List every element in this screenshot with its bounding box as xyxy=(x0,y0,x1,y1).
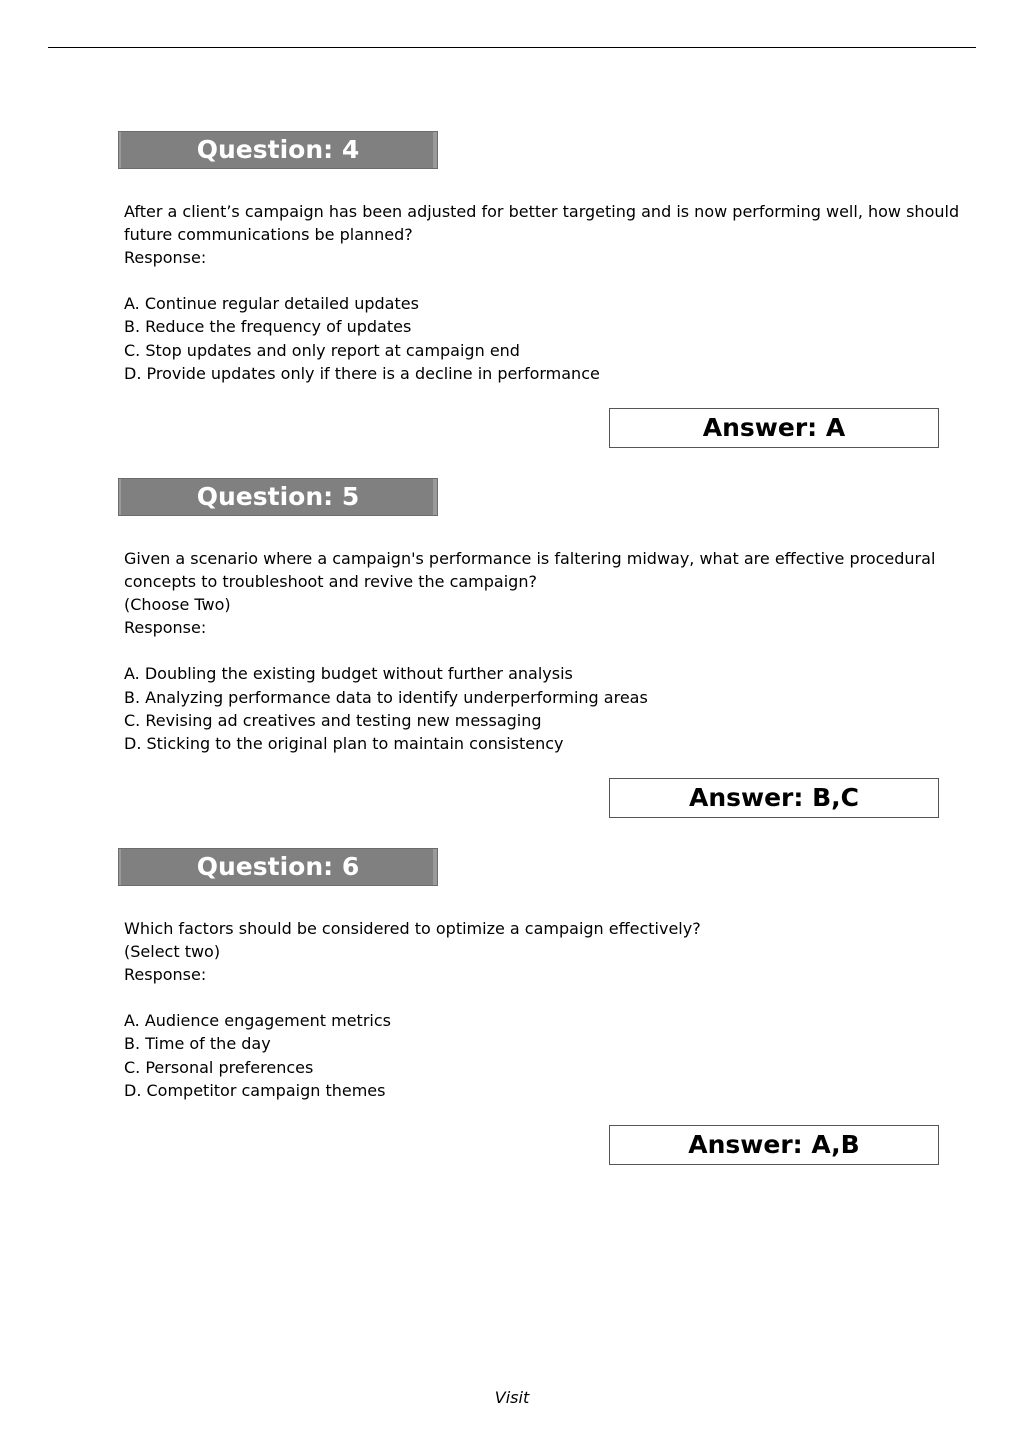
question-header xyxy=(118,478,438,516)
option-b: B. Analyzing performance data to identify underperforming areas xyxy=(124,687,648,707)
question-body xyxy=(124,917,944,1102)
option-b: B. Time of the day xyxy=(124,1034,271,1054)
question-title: Question: 6 xyxy=(196,852,360,881)
question-header xyxy=(118,848,438,886)
option-d: D. Competitor campaign themes xyxy=(124,1080,386,1100)
question-body xyxy=(124,547,944,755)
option-c: C. Stop updates and only report at campaign end xyxy=(124,340,520,360)
answer-text: Answer: A,B xyxy=(688,1130,860,1159)
option-a: A. Continue regular detailed updates xyxy=(124,294,419,314)
question-text-line: concepts to troubleshoot and revive the campaign? xyxy=(124,572,537,592)
question-text-line: (Select two) xyxy=(124,942,221,962)
option-a: A. Doubling the existing budget without further analysis xyxy=(124,664,573,684)
option-c: C. Revising ad creatives and testing new messaging xyxy=(124,710,542,730)
question-text-line: Given a scenario where a campaign's performance is faltering midway, what are effective procedural xyxy=(124,549,936,568)
answer-box xyxy=(609,778,939,818)
question-text-line: Which factors should be considered to optimize a campaign effectively? xyxy=(124,919,701,938)
answer-text: Answer: A xyxy=(702,413,846,442)
option-d: D. Provide updates only if there is a decline in performance xyxy=(124,363,600,383)
question-text-line: (Choose Two) xyxy=(124,595,231,615)
question-text-line: future communications be planned? xyxy=(124,225,413,245)
option-b: B. Reduce the frequency of updates xyxy=(124,317,412,337)
answer-box xyxy=(609,1125,939,1165)
response-label: Response: xyxy=(124,618,207,638)
response-label: Response: xyxy=(124,248,207,268)
footer-visit-text: Visit xyxy=(494,1388,530,1407)
question-title: Question: 5 xyxy=(196,482,360,511)
question-text-line: After a client’s campaign has been adjusted for better targeting and is now performing well, how should xyxy=(124,202,960,221)
option-d: D. Sticking to the original plan to maintain consistency xyxy=(124,733,564,753)
answer-box xyxy=(609,408,939,448)
option-a: A. Audience engagement metrics xyxy=(124,1011,391,1031)
response-label: Response: xyxy=(124,965,207,985)
question-body xyxy=(124,200,960,385)
answer-text: Answer: B,C xyxy=(688,783,859,812)
option-c: C. Personal preferences xyxy=(124,1057,314,1077)
question-title: Question: 4 xyxy=(196,135,360,164)
question-header xyxy=(118,131,438,169)
top-divider xyxy=(48,47,976,48)
